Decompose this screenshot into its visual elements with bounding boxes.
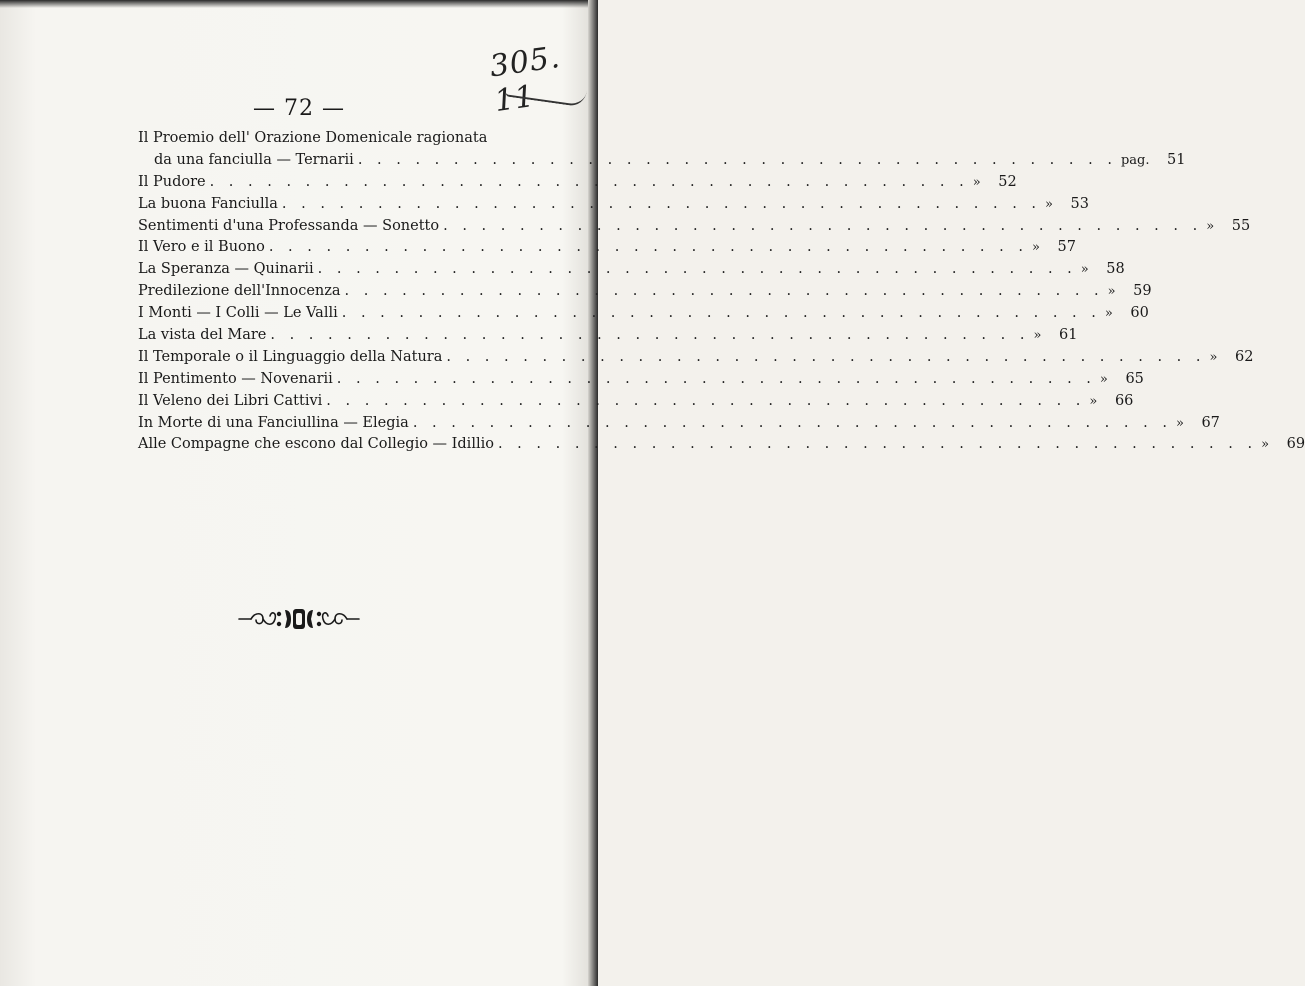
toc-entry [138,325,1078,347]
toc-entry-title: Il Temporale o il Linguaggio della Natura [138,348,443,365]
toc-entry-page: 61 [1059,327,1078,344]
toc-entry-marker: » [1107,284,1116,300]
page-top-edge [0,0,598,8]
toc-entry-title: La vista del Mare [138,327,267,344]
toc-entry-marker: » [1261,437,1270,453]
toc-entry-marker: » [1104,306,1113,322]
toc-entry [138,303,1149,325]
toc-entry-title: Il Pudore [138,173,206,190]
toc-entry-marker: » [1209,349,1218,365]
toc-entry-marker: » [1033,328,1042,344]
toc-entry-page: 65 [1125,370,1144,387]
toc-entry [138,259,1125,281]
toc-dot-leader: . . . . . . . . . . . . . . . . . . . . . . . . . . . . . . . . . . . . . . . . [446,348,1206,365]
toc-entry-page: 69 [1286,436,1305,453]
toc-entry-page: 66 [1114,392,1134,409]
toc-entry-title: Il Vero e il Buono [138,239,265,256]
toc-entry [138,150,1186,172]
toc-entry [138,128,558,150]
toc-entry-title: Il Proemio dell' Orazione Domenicale ragionata [138,130,488,146]
toc-entry [138,391,1134,413]
toc-entry-title: Predilezione dell'Innocenza [138,283,341,300]
toc-entry-title: In Morte di una Fanciullina — Elegia [138,414,409,431]
toc-entry [138,237,1076,259]
scroll-ornament-icon [0,604,598,638]
page-spine-edge [588,0,598,986]
toc-entry-page: 58 [1106,261,1125,278]
toc-entry [138,216,1251,238]
toc-dot-leader: . . . . . . . . . . . . . . . . . . . . . . . . . . . . . . . . . . . . . . . . [497,436,1258,453]
toc-entry [138,281,1152,303]
toc-entry-title: Sentimenti d'una Professanda — Sonetto [138,217,440,234]
toc-dot-leader: . . . . . . . . . . . . . . . . . . . . . . . . . . . . . . . . . . . . . . . . [268,239,1028,256]
toc-entry-page: 59 [1133,283,1152,300]
toc-dot-leader: . . . . . . . . . . . . . . . . . . . . . . . . . . . . . . . . . . . . . . . . [281,195,1042,212]
toc-entry-page: 62 [1235,348,1254,365]
toc-dot-leader: . . . . . . . . . . . . . . . . . . . . . . . . . . . . . . . . . . . . . . . . [326,392,1086,409]
toc-entry-page: 60 [1130,305,1149,322]
toc-entry [138,347,1254,369]
toc-entry-title: da una fanciulla — Ternarii [154,151,354,168]
toc-dot-leader: . . . . . . . . . . . . . . . . . . . . . . . . . . . . . . . . . . . . . . . . [270,327,1030,344]
toc-entry-title: Alle Compagne che escono dal Collegio — Idillio [138,436,494,453]
toc-entry-page: 52 [998,173,1017,190]
handwritten-shelfmark: 305. 11 [487,39,563,120]
toc-entry-marker: » [1099,371,1108,387]
toc-entry-marker: » [1089,393,1098,409]
toc-dot-leader: . . . . . . . . . . . . . . . . . . . . . . . . . . . . . . . . . . . . . . . . [412,414,1172,431]
toc-dot-leader: . . . . . . . . . . . . . . . . . . . . . . . . . . . . . . . . . . . . . . . . [317,261,1077,278]
toc-entry-title: Il Veleno dei Libri Cattivi [138,392,323,409]
toc-entry-marker: » [1175,415,1184,431]
scroll-ornament-icon-graphic [237,604,361,634]
toc-entry-marker: pag. [1120,152,1150,168]
toc-entry-page: 55 [1231,217,1251,234]
toc-entry-page: 57 [1057,239,1076,256]
toc-dot-leader: . . . . . . . . . . . . . . . . . . . . . . . . . . . . . . . . . . . . . . . . [357,151,1117,168]
toc-entry-page: 53 [1070,195,1089,212]
toc-entry-marker: » [1080,262,1089,278]
toc-entry-title: La buona Fanciulla [138,195,278,212]
page-number: — 72 — [253,96,345,121]
toc-entry-marker: » [972,174,981,190]
toc-dot-leader: . . . . . . . . . . . . . . . . . . . . . . . . . . . . . . . . . . . . . . . . [341,305,1101,322]
toc-entry-marker: » [1031,240,1040,256]
toc-entry-page: 67 [1201,414,1220,431]
toc-entry [138,413,1220,435]
toc-entry [138,369,1144,391]
toc-entry [138,172,1017,194]
toc-entry-title: La Speranza — Quinarii [138,261,314,278]
toc-dot-leader: . . . . . . . . . . . . . . . . . . . . . . . . . . . . . . . . . . . . . . . . [344,283,1104,300]
toc-entry-page: 51 [1167,151,1186,168]
toc-entry-marker: » [1206,218,1215,234]
toc-entry-title: I Monti — I Colli — Le Valli [138,305,338,322]
toc-dot-leader: . . . . . . . . . . . . . . . . . . . . . . . . . . . . . . . . . . . . . . . . [443,217,1203,234]
table-of-contents [138,128,1305,456]
toc-entry-marker: » [1045,196,1053,212]
toc-entry [138,434,1305,456]
toc-dot-leader: . . . . . . . . . . . . . . . . . . . . . . . . . . . . . . . . . . . . . . . . [209,173,969,190]
toc-entry-title: Il Pentimento — Novenarii [138,370,333,387]
toc-entry [138,194,1089,216]
toc-dot-leader: . . . . . . . . . . . . . . . . . . . . . . . . . . . . . . . . . . . . . . . . [336,370,1096,387]
